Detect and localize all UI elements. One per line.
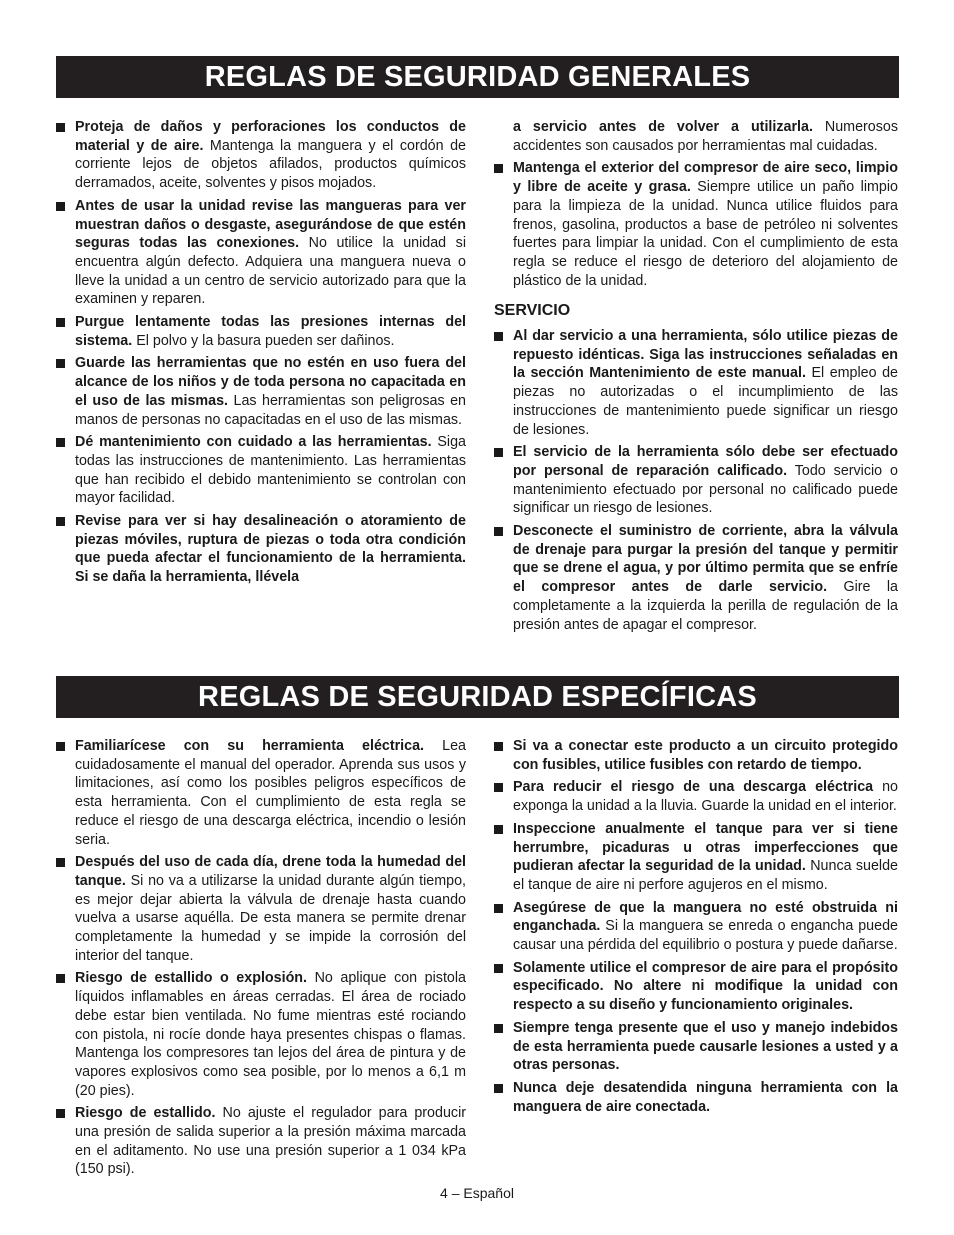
list-item [56, 354, 466, 429]
rule-bold-text: Purgue lentamente todas las presiones internas del sistema. [75, 314, 466, 349]
rule-bold-text: Mantenga el exterior del compresor de aire seco, limpio y libre de aceite y grasa. [513, 160, 898, 196]
square-bullet-icon [56, 123, 65, 132]
list-item [494, 778, 898, 815]
rule-bold-text: Asegúrese de que la manguera no esté obstruida ni enganchada. [513, 899, 898, 935]
rule-text: No ajuste el regulador para producir una presión de salida superior a la presión máxima marcada en el aditamento. No use una presión superior a 1 034 kPa (150 psi). [75, 1105, 467, 1178]
rule-bold-text: Desconecte el suministro de corriente, abra la válvula de drenaje para purgar la presión del tanque y permitir que se drene el agua, y por último permita que se enfríe el compresor antes de darle servicio. [513, 523, 898, 596]
list-item [494, 899, 898, 955]
list-item [494, 820, 898, 895]
square-bullet-icon [56, 974, 65, 983]
rule-bold-text: Siempre tenga presente que el uso y manejo indebidos de esta herramienta puede causarle lesiones a usted y a otras personas. [513, 1019, 898, 1074]
square-bullet-icon [494, 1024, 503, 1033]
list-item [494, 737, 898, 774]
rule-bold-text: Si va a conectar este producto a un circuito protegido con fusibles, utilice fusibles con retardo de tiempo. [513, 738, 898, 773]
square-bullet-icon [56, 858, 65, 867]
square-bullet-icon [494, 1084, 503, 1093]
list-item [494, 159, 898, 290]
list-item [494, 327, 898, 439]
rule-text: El polvo y la basura pueden ser dañinos. [132, 332, 395, 349]
rule-bold-text: Familiarícese con su herramienta eléctrica. [75, 738, 425, 754]
rule-bold-text: Inspeccione anualmente el tanque para ver si tiene herrumbre, picaduras u otras imperfecciones que pudieran afectar la seguridad de la unidad. [513, 820, 898, 875]
rule-text: no exponga la unidad a la lluvia. Guarde la unidad en el interior. [513, 779, 898, 815]
rule-bold-text: Para reducir el riesgo de una descarga eléctrica [513, 779, 874, 796]
square-bullet-icon [56, 359, 65, 368]
rule-text: El empleo de piezas no autorizadas o el incumplimiento de las instrucciones de mantenimiento puede significar un riesgo de lesiones. [513, 365, 899, 438]
rule-text: Si no va a utilizarse la unidad durante algún tiempo, es mejor dejar abierta la válvula de drenaje hasta cuando vuelva a usarse aquélla. De esta manera se permite drenar completamente la humedad y se impide la corrosión del interior del tanque. [75, 872, 466, 964]
page-footer: 4 – Español [440, 1185, 514, 1201]
list-item [56, 433, 466, 508]
rule-bold-text: Dé mantenimiento con cuidado a las herramientas. [75, 434, 432, 451]
square-bullet-icon [56, 1109, 65, 1118]
square-bullet-icon [56, 742, 65, 751]
servicio-heading: SERVICIO [494, 302, 571, 320]
rule-text: Mantenga la manguera y el cordón de corriente lejos de objetos afilados, productos químicos derramados, aceite, solventes y pisos mojados. [75, 137, 466, 192]
list-item [56, 313, 466, 350]
general-rules-right-column [494, 118, 898, 638]
list-item [56, 118, 466, 193]
list-item-continuation: a servicio antes de volver a utilizarla. Numerosos accidentes son causados por herramientas mal cuidadas. [513, 119, 898, 154]
rule-text: No utilice la unidad si encuentra algún defecto. Adquiera una manguera nueva o lleve la unidad a un centro de servicio autorizado para que la examinen y reparen. [75, 235, 466, 308]
list-item [56, 197, 466, 309]
list-item [494, 443, 898, 518]
square-bullet-icon [56, 202, 65, 211]
list-item [56, 737, 466, 849]
rule-bold-text: Riesgo de estallido. [75, 1105, 216, 1122]
list-item [494, 1019, 898, 1075]
rule-bold-text: Al dar servicio a una herramienta, sólo utilice piezas de repuesto idénticas. Siga las instrucciones señaladas en la sección Mantenimiento de este manual. [513, 328, 898, 382]
rule-text: Las herramientas son peligrosas en manos de personas no capacitadas en el uso de las mismas. [75, 392, 467, 428]
rule-text: Siempre utilice un paño limpio para la limpieza de la unidad. Nunca utilice fluidos para frenos, gasolina, productos a base de petróleo ni solventes fuertes para limpiar la unidad. Con el cumplimiento de esta regla se reduce el riesgo de deterioro del alojamiento de plástico de la unidad. [513, 179, 898, 289]
square-bullet-icon [494, 527, 503, 536]
rule-bold-text: Guarde las herramientas que no estén en uso fuera del alcance de los niños y de toda persona no capacitada en el uso de las mismas. [75, 355, 466, 409]
rule-bold-text: Proteja de daños y perforaciones los conductos de material y de aire. [75, 119, 466, 154]
specific-rules-heading: REGLAS DE SEGURIDAD ESPECÍFICAS [56, 676, 899, 718]
rule-text: Todo servicio o mantenimiento efectuado por personal no calificado puede significar un riesgo de lesiones. [513, 462, 899, 517]
rule-bold-text: Después del uso de cada día, drene toda la humedad del tanque. [75, 854, 466, 889]
square-bullet-icon [494, 332, 503, 341]
rule-bold-text: Solamente utilice el compresor de aire para el propósito especificado. No altere ni modifique la unidad con respecto a su diseño y funcionamiento originales. [513, 959, 898, 1014]
rule-bold-text: El servicio de la herramienta sólo debe ser efectuado por personal de reparación calificado. [513, 444, 898, 479]
rule-text: Siga todas las instrucciones de mantenimiento. Las herramientas que han recibido el debido mantenimiento se controlan con mayor facilidad. [75, 434, 466, 507]
square-bullet-icon [494, 742, 503, 751]
specific-rules-right-column [494, 737, 898, 1120]
square-bullet-icon [494, 825, 503, 834]
list-item [56, 853, 466, 965]
square-bullet-icon [56, 438, 65, 447]
square-bullet-icon [56, 318, 65, 327]
general-rules-left-column [56, 118, 466, 591]
list-item [494, 959, 898, 1015]
rule-bold-text: Riesgo de estallido o explosión. [75, 970, 308, 987]
rule-text: Gire la completamente a la izquierda la perilla de regulación de la presión antes de apagar el compresor. [513, 579, 898, 633]
rule-bold-text: Nunca deje desatendida ninguna herramienta con la manguera de aire conectada. [513, 1079, 898, 1115]
list-item [56, 512, 466, 587]
square-bullet-icon [494, 964, 503, 973]
list-item [494, 1079, 898, 1116]
general-rules-heading: REGLAS DE SEGURIDAD GENERALES [56, 56, 899, 98]
square-bullet-icon [494, 164, 503, 173]
specific-rules-left-column [56, 737, 466, 1183]
rule-bold-text: Antes de usar la unidad revise las mangueras para ver muestran daños o desgaste, asegurándose de que estén seguras todas las conexiones. [75, 197, 466, 252]
list-item [56, 1104, 466, 1179]
list-item [56, 969, 466, 1100]
square-bullet-icon [494, 904, 503, 913]
list-item [494, 522, 898, 634]
square-bullet-icon [56, 517, 65, 526]
square-bullet-icon [494, 448, 503, 457]
rule-text: Nunca suelde el tanque de aire ni perfore agujeros en el mismo. [513, 858, 898, 893]
rule-text: No aplique con pistola líquidos inflamables en áreas cerradas. El área de rociado debe estar bien ventilada. No fume mientras esté rociando con pistola, ni rocíe donde haya presentes chispas o flamas. Mantenga los compresores tan lejos del área de pintura y de vapores explosivos como sea posible, por lo menos a 6,1 m (20 pies). [75, 970, 467, 1099]
rule-text: Lea cuidadosamente el manual del operador. Aprenda sus usos y limitaciones, así como los posibles peligros específicos de esta herramienta. Con el cumplimiento de esta regla se reduce el riesgo de una descarga eléctrica, incendio o lesión seria. [75, 738, 467, 848]
rule-bold-text: Revise para ver si hay desalineación o atoramiento de piezas móviles, ruptura de piezas o toda otra condición que pueda afectar el funcionamiento de la herramienta. Si se daña la herramienta, llévela [75, 513, 466, 586]
rule-text: Si la manguera se enreda o engancha puede causar una pérdida del equilibrio o postura y puede dañarse. [513, 918, 898, 954]
square-bullet-icon [494, 783, 503, 792]
